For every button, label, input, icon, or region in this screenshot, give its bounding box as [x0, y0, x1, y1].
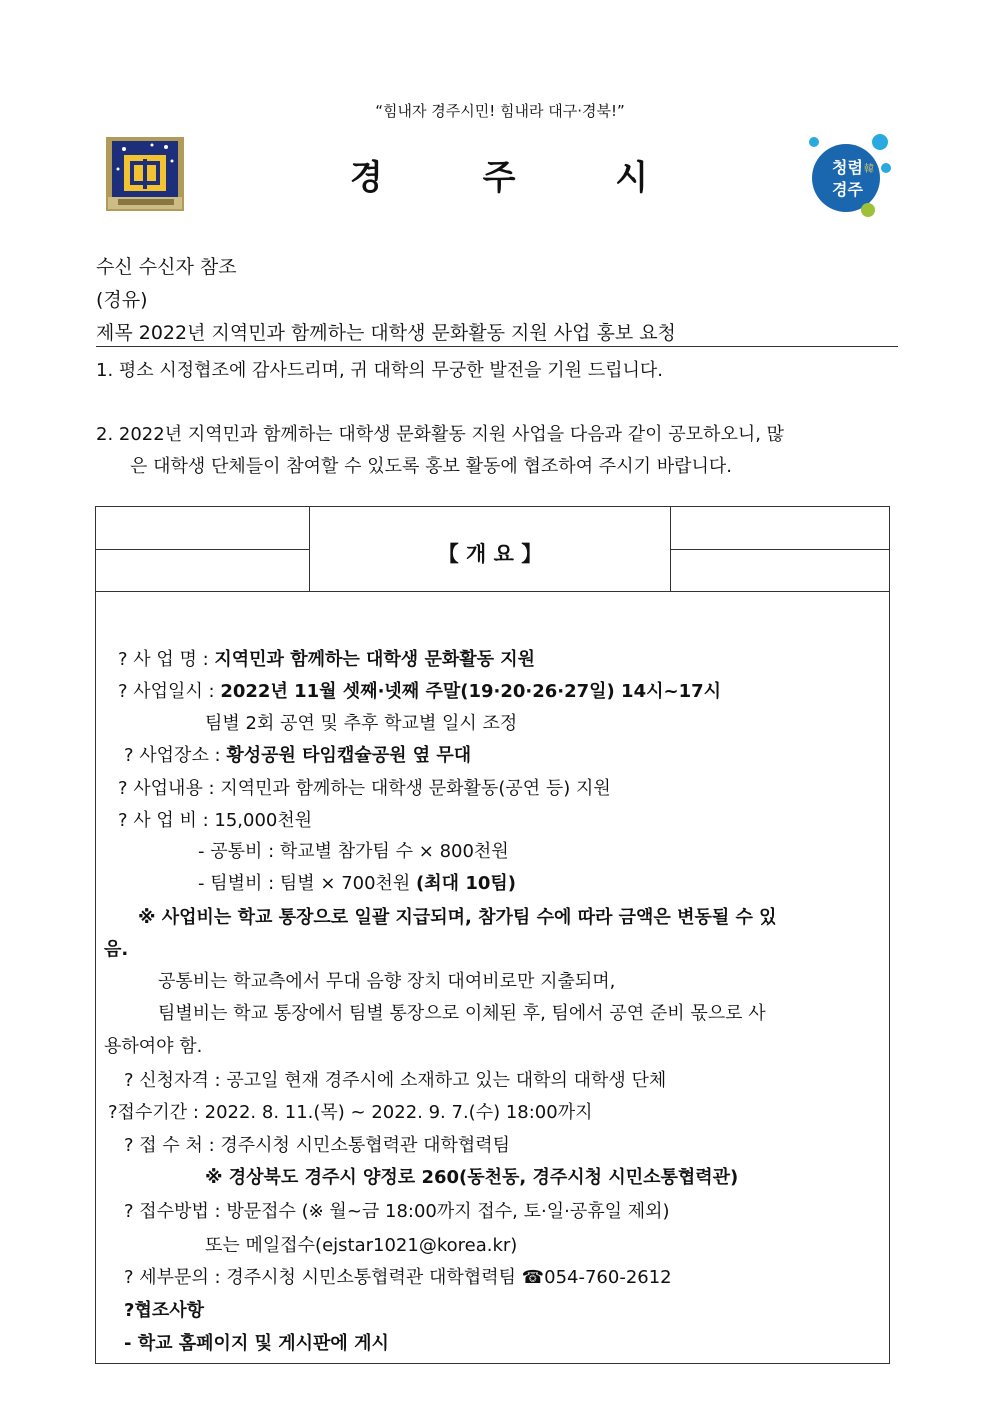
application-method: ? 접수방법 : 방문접수 (※ 월~금 18:00까지 접수, 토·일·공휴일 제외) — [124, 1201, 670, 1222]
project-date-row — [118, 677, 721, 703]
page-title: 경 주 시 — [349, 158, 651, 198]
project-content: ? 사업내용 : 지역민과 함께하는 대학생 문화활동(공연 등) 지원 — [118, 778, 611, 799]
slogan: “힘내자 경주시민! 힘내라 대구·경북!” — [375, 102, 625, 120]
divider — [96, 346, 898, 347]
header-cell-left-top — [95, 506, 310, 550]
project-budget: ? 사 업 비 : 15,000천원 — [118, 810, 313, 831]
team-cost: - 팀별비 : 팀별 × 700천원 — [198, 873, 417, 894]
project-place-label: ? 사업장소 : — [124, 745, 227, 766]
recipient-line: 수신 수신자 참조 — [96, 256, 237, 278]
inquiry: ? 세부문의 : 경주시청 시민소통협력관 대학협력팀 ☎054-760-2612 — [124, 1267, 672, 1288]
common-cost-note: 공통비는 학교측에서 무대 음향 장치 대여비로만 지출되며, — [158, 971, 616, 992]
via-line: (경유) — [96, 289, 148, 311]
logo-text-2: 韓 — [864, 164, 874, 175]
header-cell-right-bottom — [670, 549, 890, 592]
notice-line-2: 음. — [104, 939, 129, 960]
logo-text-3: 경주 — [832, 180, 863, 199]
paragraph-1: 1. 평소 시정협조에 감사드리며, 귀 대학의 무궁한 발전을 기원 드립니다. — [96, 360, 663, 381]
project-name-row — [118, 645, 535, 671]
cheongnyeom-gyeongju-logo — [800, 128, 900, 224]
paragraph-2-line1: 2. 2022년 지역민과 함께하는 대학생 문화활동 지원 사업을 다음과 같이 공모하오니, 많 — [96, 424, 785, 445]
common-cost: - 공통비 : 학교별 참가팀 수 × 800천원 — [198, 841, 509, 862]
overview-heading: 【 개 요 】 — [437, 542, 543, 566]
cooperation-item: - 학교 홈페이지 및 게시판에 게시 — [124, 1333, 389, 1354]
project-name-label: ? 사 업 명 : — [118, 649, 215, 670]
project-place-row — [124, 741, 471, 767]
team-cost-note-line-2: 용하여야 함. — [104, 1036, 203, 1057]
header-cell-left-bottom — [95, 549, 310, 592]
eligibility: ? 신청자격 : 공고일 현재 경주시에 소재하고 있는 대학의 대학생 단체 — [124, 1070, 667, 1091]
cooperation-title: ?협조사항 — [124, 1300, 204, 1321]
subject-line: 제목 2022년 지역민과 함께하는 대학생 문화활동 지원 사업 홍보 요청 — [96, 322, 676, 344]
team-cost-note-line-1: 팀별비는 학교 통장에서 팀별 통장으로 이체된 후, 팀에서 공연 준비 몫으로 사 — [158, 1003, 766, 1024]
team-cost-row — [198, 869, 516, 895]
project-date-label: ? 사업일시 : — [118, 681, 221, 702]
notice-line-1: ※ 사업비는 학교 통장으로 일괄 지급되며, 참가팀 수에 따라 금액은 변동될 수 있 — [138, 907, 777, 928]
project-date-note: 팀별 2회 공연 및 추후 학교별 일시 조정 — [205, 713, 518, 734]
project-name-value: 지역민과 함께하는 대학생 문화활동 지원 — [214, 649, 536, 670]
office-address: ※ 경상북도 경주시 양정로 260(동천동, 경주시청 시민소통협력관) — [205, 1167, 739, 1188]
project-date-value: 2022년 11월 셋째·넷째 주말(19·20·26·27일) 14시~17시 — [220, 681, 722, 702]
application-period: ?접수기간 : 2022. 8. 11.(목) ~ 2022. 9. 7.(수) 18:00까지 — [108, 1102, 593, 1123]
logo-text-1: 청렴 — [832, 158, 863, 177]
application-method-email: 또는 메일접수(ejstar1021@korea.kr) — [205, 1235, 518, 1256]
project-place-value: 황성공원 타임캡슐공원 옆 무대 — [226, 745, 472, 766]
team-cost-max: (최대 10팀) — [416, 873, 516, 894]
paragraph-2-line2: 은 대학생 단체들이 참여할 수 있도록 홍보 활동에 협조하여 주시기 바랍니다. — [130, 456, 732, 477]
application-office: ? 접 수 처 : 경주시청 시민소통협력관 대학협력팀 — [124, 1135, 511, 1156]
header-cell-right-top — [670, 506, 890, 550]
